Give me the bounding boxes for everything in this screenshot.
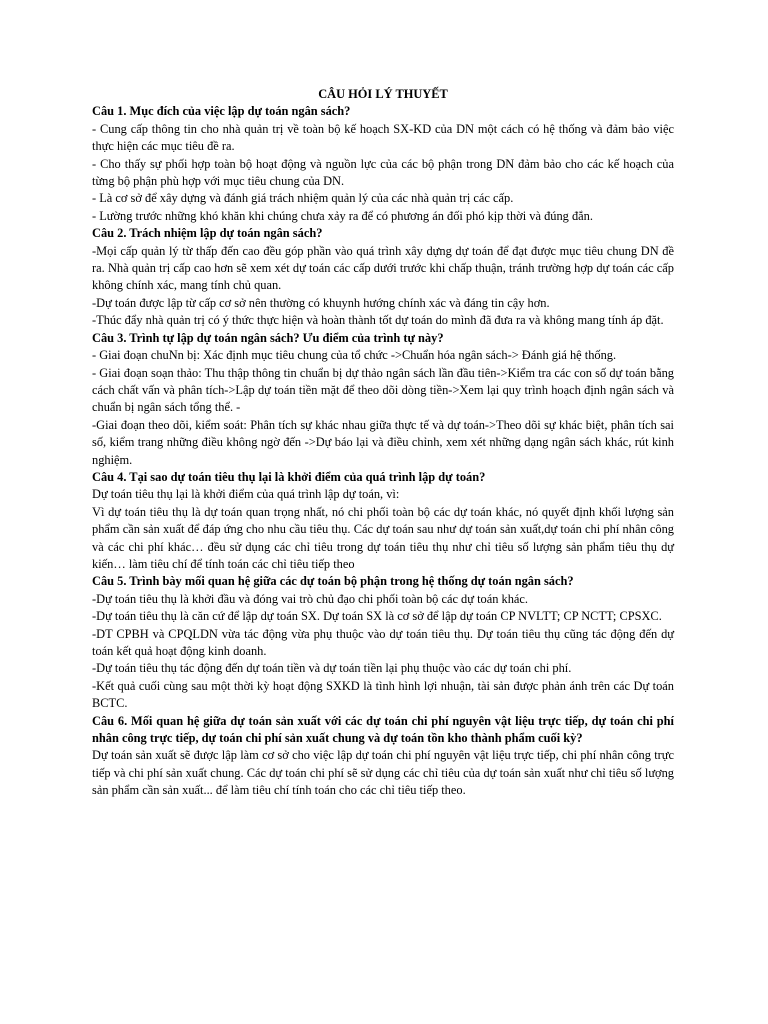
question-heading: Câu 5. Trình bày mối quan hệ giữa các dự toán bộ phận trong hệ thống dự toán ngân sách?	[92, 574, 574, 589]
answer-paragraph: - Lường trước những khó khăn khi chúng chưa xảy ra để có phương án đối phó kịp thời và đúng đắn.	[92, 208, 593, 223]
answer-paragraph: - Là cơ sở để xây dựng và đánh giá trách nhiệm quản lý của các nhà quản trị các cấp.	[92, 191, 514, 206]
answer-paragraph: -DT CPBH và CPQLDN vừa tác động vừa phụ thuộc vào dự toán tiêu thụ. Dự toán tiêu thụ cũng tác động đến dự toán kết quả hoạt động kinh doanh.	[92, 626, 674, 658]
answer-paragraph: - Cho thấy sự phối hợp toàn bộ hoạt động và nguồn lực của các bộ phận trong DN đảm bảo cho các kế hoạch của từng bộ phận phù hợp với mục tiêu chung của DN.	[92, 156, 674, 189]
answer-paragraph: Dự toán tiêu thụ lại là khởi điểm của quá trình lập dự toán, vì:	[92, 487, 400, 502]
answer-paragraph: -Dự toán tiêu thụ tác động đến dự toán tiền và dự toán tiền lại phụ thuộc vào các dự toán chi phí.	[92, 661, 572, 676]
answer-paragraph: -Mọi cấp quản lý từ thấp đến cao đều góp phần vào quá trình xây dựng dự toán để đạt được mục tiêu chung DN đề ra. Nhà quản trị cấp cao hơn sẽ xem xét dự toán các cấp dưới trước khi chấp thuận, tránh trường hợp dự toán các cấp không chính xác, mang tính chủ quan.	[92, 243, 674, 293]
question-heading: Câu 4. Tại sao dự toán tiêu thụ lại là khởi điểm của quá trình lập dự toán?	[92, 469, 486, 484]
question-heading: Câu 3. Trình tự lập dự toán ngân sách? Ưu điểm của trình tự này?	[92, 330, 444, 345]
answer-paragraph: -Giai đoạn theo dõi, kiểm soát: Phân tích sự khác nhau giữa thực tế và dự toán->Theo dõi sự khác biệt, phân tích sai số, kiểm trang những điều không ngờ đến ->Dự báo lại và điều chỉnh, xem xét những dạng ngân sách khác, rút kinh nghiệm.	[92, 417, 674, 467]
question-section	[92, 103, 674, 225]
answer-paragraph: - Giai đoạn soạn thảo: Thu thập thông tin chuẩn bị dự thảo ngân sách lần đầu tiên->Kiểm tra các con số dự toán bằng cách chất vấn và phân tích->Lập dự toán tiền mặt để theo dõi dòng tiền->Xem lại quy trình hoạch định ngân sách và chuẩn bị ngân sách tổng thể. -	[92, 365, 674, 415]
answer-paragraph: -Dự toán được lập từ cấp cơ sở nên thường có khuynh hướng chính xác và đáng tin cậy hơn.	[92, 295, 550, 310]
question-section	[92, 225, 674, 329]
question-heading: Câu 2. Trách nhiệm lập dự toán ngân sách?	[92, 226, 323, 241]
answer-paragraph: Dự toán sản xuất sẽ được lập làm cơ sở cho việc lập dự toán chi phí nguyên vật liệu trực tiếp, chi phí nhân công trực tiếp và chi phí sản xuất chung. Các dự toán chi phí sẽ sử dụng các chỉ tiêu của dự toán sản xuất như chỉ tiêu số lượng sản phẩm cần sản xuất... để làm tiêu chí tính toán cho các chỉ tiêu tiếp theo.	[92, 748, 674, 798]
question-section	[92, 330, 674, 469]
question-section	[92, 713, 674, 800]
question-heading: Câu 6. Mối quan hệ giữa dự toán sản xuất với các dự toán chi phí nguyên vật liệu trực tiếp, dự toán chi phí nhân công trực tiếp, dự toán chi phí sản xuất chung và dự toán tồn kho thành phẩm cuối kỳ?	[92, 713, 674, 746]
answer-paragraph: -Dự toán tiêu thụ là khởi đầu và đóng vai trò chủ đạo chi phối toàn bộ các dự toán khác.	[92, 591, 528, 606]
document-body	[92, 86, 674, 800]
question-list	[92, 103, 674, 799]
answer-paragraph: -Thúc đẩy nhà quản trị có ý thức thực hiện và hoàn thành tốt dự toán do mình đã đưa ra và không mang tính áp đặt.	[92, 313, 664, 328]
answer-paragraph: -Dự toán tiêu thụ là căn cứ để lập dự toán SX. Dự toán SX là cơ sở để lập dự toán CP NVLTT; CP NCTT; CPSXC.	[92, 609, 662, 624]
question-section	[92, 469, 674, 573]
answer-paragraph: - Giai đoạn chuNn bị: Xác định mục tiêu chung của tổ chức ->Chuẩn hóa ngân sách-> Đánh giá hệ thống.	[92, 348, 617, 363]
answer-paragraph: Vì dự toán tiêu thụ là dự toán quan trọng nhất, nó chi phối toàn bộ các dự toán khác, nó quyết định khối lượng sản phẩm cần sản xuất để đáp ứng cho nhu cầu tiêu thụ. Các dự toán sau như dự toán sản xuất,dự toán chi phí nhân công và các chi phí khác… đều sử dụng các chỉ tiêu trong dự toán tiêu thụ như chỉ tiêu số lượng sản phẩm tiêu thụ dự kiến… làm tiêu chí để tính toán các chỉ tiêu tiếp theo	[92, 504, 674, 571]
answer-paragraph: - Cung cấp thông tin cho nhà quản trị về toàn bộ kế hoạch SX-KD của DN một cách có hệ thống và đảm bảo việc thực hiện các mục tiêu đề ra.	[92, 121, 674, 154]
question-heading: Câu 1. Mục đích của việc lập dự toán ngân sách?	[92, 104, 351, 119]
question-section	[92, 573, 674, 712]
answer-paragraph: -Kết quả cuối cùng sau một thời kỳ hoạt động SXKD là tình hình lợi nhuận, tài sản được phản ánh trên các Dự toán BCTC.	[92, 678, 674, 711]
document-title: CÂU HỎI LÝ THUYẾT	[318, 87, 448, 101]
